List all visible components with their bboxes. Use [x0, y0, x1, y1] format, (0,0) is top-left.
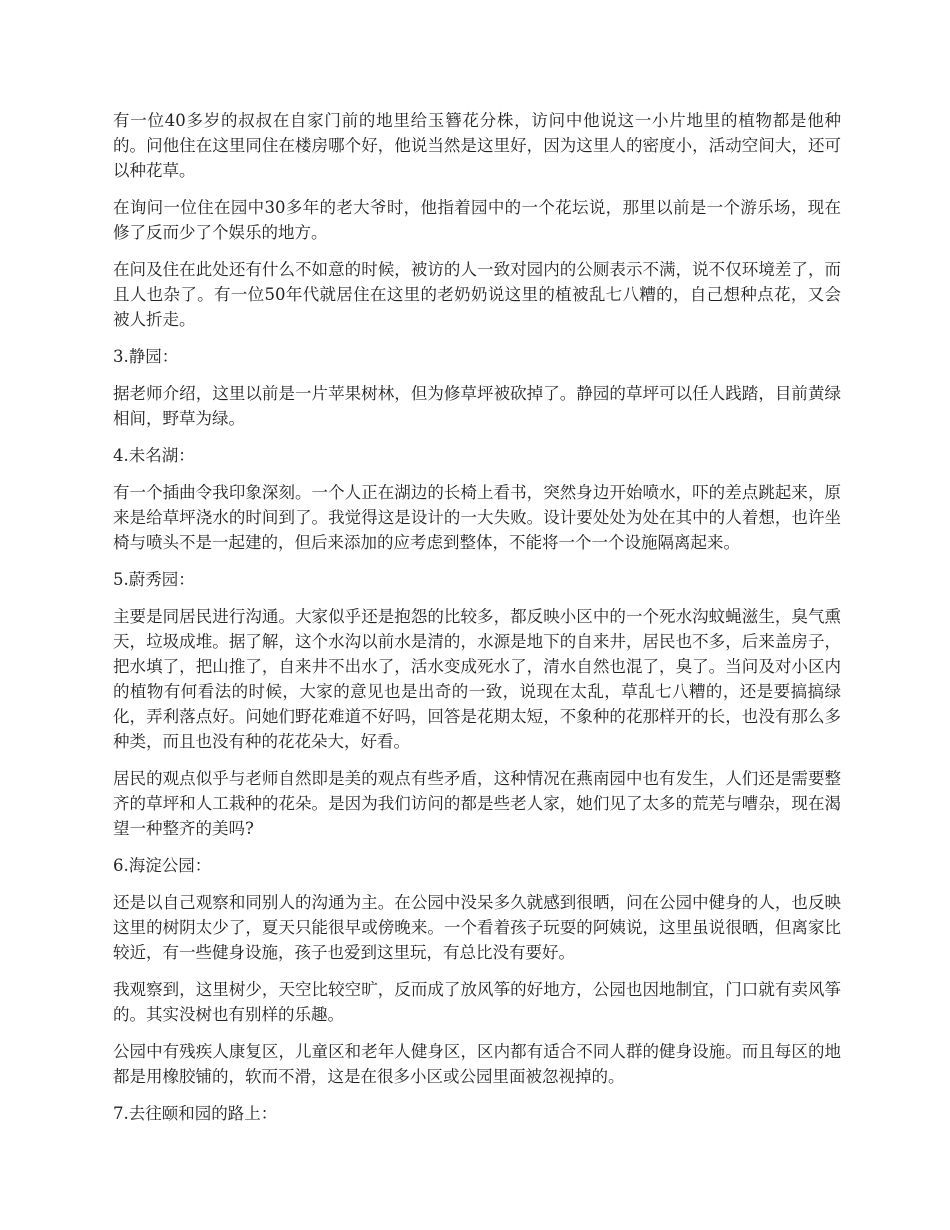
- paragraph: 在询问一位住在园中30多年的老大爷时，他指着园中的一个花坛说，那里以前是一个游乐场，现在修了反而少了个娱乐的地方。: [113, 198, 841, 242]
- paragraph: 在问及住在此处还有什么不如意的时候，被访的人一致对园内的公厕表示不满，说不仅环境差了，而且人也杂了。有一位50年代就居住在这里的老奶奶说这里的植被乱七八糟的，自己想种点花，又会被人折走。: [113, 260, 841, 329]
- paragraph: 还是以自己观察和同别人的沟通为主。在公园中没呆多久就感到很晒，问在公园中健身的人，也反映这里的树阴太少了，夏天只能很早或傍晚来。一个看着孩子玩耍的阿姨说，这里虽说很晒，但离家比较近，有一些健身设施，孩子也爱到这里玩，有总比没有要好。: [113, 893, 841, 962]
- paragraph: 主要是同居民进行沟通。大家似乎还是抱怨的比较多，都反映小区中的一个死水沟蚊蝇滋生，臭气熏天，垃圾成堆。据了解，这个水沟以前水是清的，水源是地下的自来井，居民也不多，后来盖房子，把水填了，把山推了，自来井不出水了，活水变成死水了，清水自然也混了，臭了。当问及对小区内的植物有何看法的时候，大家的意见也是出奇的一致，说现在太乱，草乱七八糟的，还是要搞搞绿化，弄利落点好。问她们野花难道不好吗，回答是花期太短，不象种的花那样开的长，也没有那么多种类，而且也没有种的花花朵大，好看。: [113, 607, 841, 751]
- section-heading-haidian-park: 6.海淀公园：: [113, 856, 212, 875]
- section-heading-to-summer-palace: 7.去往颐和园的路上：: [113, 1104, 278, 1123]
- paragraph: 有一个插曲令我印象深刻。一个人正在湖边的长椅上看书，突然身边开始喷水，吓的差点跳起来，原来是给草坪浇水的时间到了。我觉得这是设计的一大失败。设计要处处为处在其中的人着想，也许坐椅与喷头不是一起建的，但后来添加的应考虑到整体，不能将一个一个设施隔离起来。: [113, 483, 841, 552]
- paragraph: 公园中有残疾人康复区，儿童区和老年人健身区，区内都有适合不同人群的健身设施。而且每区的地都是用橡胶铺的，软而不滑，这是在很多小区或公园里面被忽视掉的。: [113, 1042, 841, 1086]
- section-heading-jingyuan: 3.静园：: [113, 347, 179, 366]
- section-heading-weiminghu: 4.未名湖：: [113, 446, 195, 465]
- document-body: [113, 108, 841, 1138]
- paragraph: 居民的观点似乎与老师自然即是美的观点有些矛盾，这种情况在燕南园中也有发生，人们还是需要整齐的草坪和人工栽种的花朵。是因为我们访问的都是些老人家，她们见了太多的荒芜与嘈杂，现在渴望一种整齐的美吗?: [113, 769, 841, 838]
- paragraph: 我观察到，这里树少，天空比较空旷，反而成了放风筝的好地方，公园也因地制宜，门口就有卖风筝的。其实没树也有别样的乐趣。: [113, 980, 841, 1024]
- section-heading-weixiuyuan: 5.蔚秀园：: [113, 570, 195, 589]
- paragraph: 有一位40多岁的叔叔在自家门前的地里给玉簪花分株，访问中他说这一小片地里的植物都是他种的。问他住在这里同住在楼房哪个好，他说当然是这里好，因为这里人的密度小，活动空间大，还可以种花草。: [113, 111, 841, 180]
- paragraph: 据老师介绍，这里以前是一片苹果树林，但为修草坪被砍掉了。静园的草坪可以任人践踏，目前黄绿相间，野草为绿。: [113, 384, 841, 428]
